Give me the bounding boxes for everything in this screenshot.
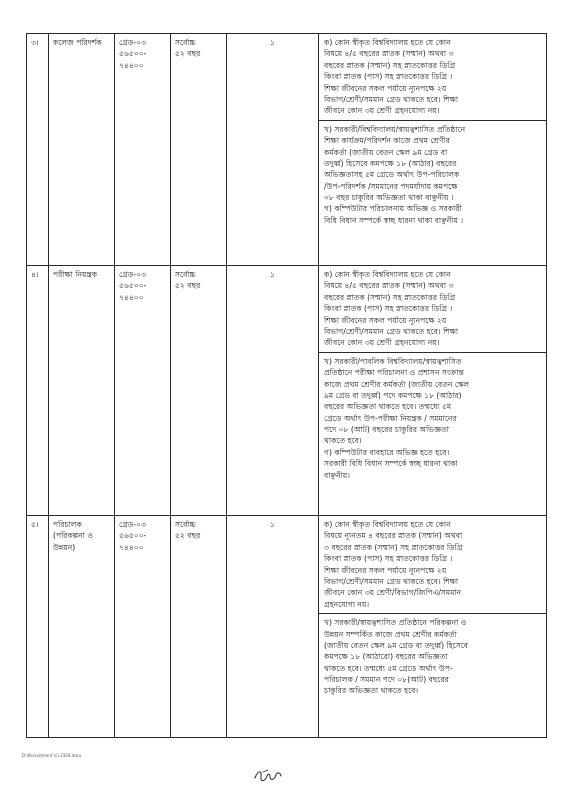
qualification-block-b: খ) সরকারী/পাবলিক বিশ্ববিদ্যালয়/স্বায়ত্বশাসিত প্রতিষ্ঠানে পরীক্ষা পরিচালনা ও প্রশাসন সংক্রান্ত কাজে প্রথম শ্রেণীর কর্মকর্তা (জাতীয় বেতন স্কেল ৯ম গ্রেড বা তদুর্ধ্ব) পদে কমপক্ষে ১৮ (আঠার) বছরের অভিজ্ঞতা থাকতে হবে। তন্মধ্যে ৫ম গ্রেডে অর্থাৎ উপ-পরীক্ষা নিয়ন্ত্রক / সমমানের পদে ০৮ (আট) বছরের চাকুরির অভিজ্ঞতা থাকতে হবে। গ) কম্পিউটার ব্যবহারে অভিজ্ঞ হতে হবে। সরকারী বিধি বিধান সম্পর্কে স্বচ্ছ ধারনা থাকা বাঞ্ছনীয়। [319, 352, 546, 484]
qualification-cell [319, 516, 547, 738]
post-count-cell: ১ [227, 516, 319, 738]
qualification-block-b: খ) সরকারী/স্বায়ত্বশাসিত প্রতিষ্ঠানে পরিকল্পনা ও উন্নয়ন সম্পর্কিত কাজে প্রথম শ্রেণীর কর্মকর্তা (জাতীয় বেতন স্কেল ৯ম গ্রেড বা তদুর্ধ্ব) হিসেবে কমপক্ষে ১৮ (আঠারো) বছরের অভিজ্ঞতা থাকতে হবে। তন্মধ্যে ৫ম গ্রেডে অর্থাৎ উপ- পরিচালক / সমমান পদে ০৮(আট) বছরের চাকুরির অভিজ্ঞতা থাকতে হবে। [319, 613, 546, 700]
table-row [27, 516, 547, 738]
qualification-cell [319, 34, 547, 266]
age-cell: সর্বোচ্চ ৫২ বছর [171, 516, 227, 738]
post-cell: কলেজ পরিদর্শক [49, 34, 115, 266]
file-path-note: D:\Recruitment (c).2326.docx [22, 753, 82, 758]
post-cell: পরীক্ষা নিয়ন্ত্রক [49, 266, 115, 516]
qualification-cell [319, 266, 547, 516]
age-cell: সর্বোচ্চ ৫২ বছর [171, 34, 227, 266]
post-count-cell: ১ [227, 34, 319, 266]
serial-cell: ৫। [27, 516, 49, 738]
grade-cell: গ্রেড-০৩ ৫৬৫০০- ৭৪৪০০ [115, 266, 171, 516]
handwritten-signature [252, 766, 284, 786]
grade-cell: গ্রেড-০৩ ৫৬৫০০- ৭৪৪০০ [115, 34, 171, 266]
grade-cell: গ্রেড-০৩ ৫৬৫০০- ৭৪৪০০ [115, 516, 171, 738]
qualification-block-a: ক) কোন স্বীকৃত বিশ্ববিদ্যালয় হতে যে কোন বিষয়ে ন্যূনতম ৪ বছরের স্নাতক (সম্মান) অথবা ৩ বছরের স্নাতক (সম্মান) সহ স্নাতকোত্তর ডিগ্রি কিংবা স্নাতক (পাস) সহ স্নাতকোত্তর ডিগ্রি । শিক্ষা জীবনের সকল পর্যায়ে ন্যূনপক্ষে ২য় বিভাগ/শ্রেণী/সমমান গ্রেড থাকতে হবে। শিক্ষা জীবনে কোন ৩য় শ্রেণী/বিভাগ/জিপিএ/সমমান গ্রহনযোগ্য নয়। [324, 520, 463, 609]
post-count-cell: ১ [227, 266, 319, 516]
qualification-block-b: খ) সরকারী/বিশ্ববিদ্যালয়/স্বায়ত্বশাসিত প্রতিষ্ঠানে শিক্ষা কার্যক্রম/পরিদর্শন কাজে প্রথম শ্রেণীর কর্মকর্তা (জাতীয় বেতন স্কেল ৯ম গ্রেড বা তদুর্ধ্ব) হিসেবে কমপক্ষে ১৮ (আঠার) বছরের অভিজ্ঞতাসহ ৫ম গ্রেডে অর্থাৎ উপ-পরিচালক /উপ-পরিদর্শক /সমমানের পদমর্যাদায় কমপক্ষে ০৮ বছর চাকুরির অভিজ্ঞতা থাকা বাঞ্ছনীয় । গ) কম্পিউটার পরিচালনায় অভিজ্ঞ ও সরকারী বিধি বিধান সম্পর্কে স্বচ্ছ ধারনা থাকা বাঞ্ছনীয় । [319, 120, 546, 230]
table-row [27, 34, 547, 266]
age-cell: সর্বোচ্চ ৫২ বছর [171, 266, 227, 516]
qualification-block-a: ক) কোন স্বীকৃত বিশ্ববিদ্যালয় হতে যে কোন বিষয়ে ৪/৫ বছরের স্নাতক (সম্মান) অথবা ৩ বছরের স্নাতক (সম্মান) সহ স্নাতকোত্তর ডিগ্রি কিংবা স্নাতক (পাস) সহ স্নাতকোত্তর ডিগ্রি । শিক্ষা জীবনের সকল পর্যায়ে ন্যূনপক্ষে ২য় বিভাগ/শ্রেণী/সমমান গ্রেড থাকতে হবে। শিক্ষা জীবনে কোন ৩য় শ্রেণী গ্রহনযোগ্য নয়। [324, 38, 459, 116]
table-row [27, 266, 547, 516]
serial-cell: ৩। [27, 34, 49, 266]
qualification-block-a: ক) কোন স্বীকৃত বিশ্ববিদ্যালয় হতে যে কোন বিষয়ে ৪/৫ বছরের স্নাতক (সম্মান) অথবা ৩ বছরের স্নাতক (সম্মান) সহ স্নাতকোত্তর ডিগ্রি কিংবা স্নাতক (পাস) সহ স্নাতকোত্তর ডিগ্রি । শিক্ষা জীবনের সকল পর্যায়ে ন্যূনপক্ষে ২য় বিভাগ/শ্রেণী/সমমান গ্রেড থাকতে হবে। শিক্ষা জীবনে কোন ৩য় শ্রেণী গ্রহনযোগ্য নয়। [324, 270, 459, 348]
post-cell: পরিচালক (পরিকল্পনা ও উন্নয়ন) [49, 516, 115, 738]
requirements-table [26, 33, 547, 738]
serial-cell: ৪। [27, 266, 49, 516]
